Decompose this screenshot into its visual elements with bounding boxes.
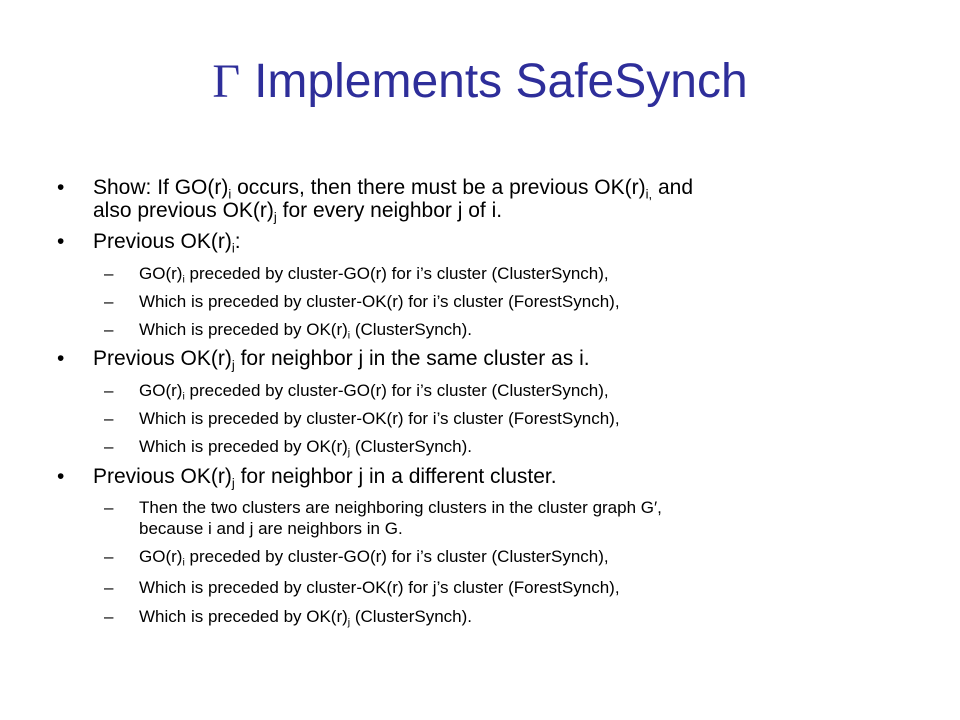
text-run: because i and j are neighbors in G. xyxy=(139,519,403,538)
sub-bullet-text xyxy=(139,436,884,457)
text-run: GO(r) xyxy=(139,547,183,566)
text-run: Which is preceded by OK(r) xyxy=(139,437,348,456)
text-run: for neighbor j in the same cluster as i. xyxy=(234,347,590,370)
subscript: j xyxy=(273,209,277,225)
sub-bullet-text xyxy=(139,546,884,567)
text-run: Previous OK(r) xyxy=(93,347,232,370)
subscript: i xyxy=(347,329,351,342)
title-text: Implements SafeSynch xyxy=(254,55,748,108)
sub-bullet-text xyxy=(139,408,884,429)
sub-bullet-text xyxy=(139,319,884,340)
sub-bullet-text xyxy=(139,380,884,401)
sub-bullet-text xyxy=(139,497,884,539)
text-run: GO(r) xyxy=(139,264,183,283)
subscript: i xyxy=(231,240,235,256)
bullet-marker: • xyxy=(57,176,65,199)
dash-marker: – xyxy=(104,264,114,283)
subscript: i xyxy=(182,273,185,286)
subscript: i xyxy=(182,390,185,403)
sub-bullet-text xyxy=(139,606,884,627)
text-run: Which is preceded by cluster-OK(r) for j’s cluster (ForestSynch), xyxy=(139,578,620,597)
bullet-marker: • xyxy=(57,347,65,370)
text-run: preceded by cluster-GO(r) for i’s cluster (ClusterSynch), xyxy=(184,547,609,566)
text-run: preceded by cluster-GO(r) for i’s cluster (ClusterSynch), xyxy=(184,381,609,400)
sub-bullet-text xyxy=(139,291,884,312)
subscript: i, xyxy=(645,186,653,202)
subscript: j xyxy=(231,357,235,373)
dash-marker: – xyxy=(104,498,114,517)
text-run: Which is preceded by OK(r) xyxy=(139,607,348,626)
text-run: Which is preceded by cluster-OK(r) for i’s cluster (ForestSynch), xyxy=(139,409,620,428)
subscript: i xyxy=(182,556,185,569)
subscript: j xyxy=(231,475,235,491)
bullet-text xyxy=(93,347,893,373)
sub-bullet-text xyxy=(139,577,884,598)
bullet-marker: • xyxy=(57,465,65,488)
dash-marker: – xyxy=(104,437,114,456)
text-run: preceded by cluster-GO(r) for i’s cluster (ClusterSynch), xyxy=(184,264,609,283)
text-run: and xyxy=(652,176,693,199)
dash-marker: – xyxy=(104,409,114,428)
slide-title xyxy=(0,55,960,108)
dash-marker: – xyxy=(104,578,114,597)
text-run: (ClusterSynch). xyxy=(350,320,473,339)
text-run: (ClusterSynch). xyxy=(350,437,473,456)
gamma-symbol: Γ xyxy=(212,55,241,108)
dash-marker: – xyxy=(104,381,114,400)
dash-marker: – xyxy=(104,547,114,566)
bullet-marker: • xyxy=(57,230,65,253)
bullet-text xyxy=(93,230,893,256)
text-run: : xyxy=(234,230,241,253)
subscript: j xyxy=(347,446,351,459)
text-run: Previous OK(r) xyxy=(93,230,232,253)
text-run: Then the two clusters are neighboring clusters in the cluster graph G′, xyxy=(139,498,662,517)
dash-marker: – xyxy=(104,607,114,626)
dash-marker: – xyxy=(104,292,114,311)
text-run: GO(r) xyxy=(139,381,183,400)
text-run: Show: If GO(r) xyxy=(93,176,229,199)
text-run: for neighbor j in a different cluster. xyxy=(234,465,557,488)
text-run: for every neighbor j of i. xyxy=(276,199,503,222)
text-run: Which is preceded by cluster-OK(r) for i’s cluster (ForestSynch), xyxy=(139,292,620,311)
subscript: j xyxy=(347,616,351,629)
text-run: Previous OK(r) xyxy=(93,465,232,488)
text-run: also previous OK(r) xyxy=(93,199,274,222)
text-run: (ClusterSynch). xyxy=(350,607,473,626)
text-run: Which is preceded by OK(r) xyxy=(139,320,348,339)
bullet-text xyxy=(93,176,893,225)
bullet-text xyxy=(93,465,893,491)
sub-bullet-text xyxy=(139,263,884,284)
subscript: i xyxy=(228,186,232,202)
text-run: occurs, then there must be a previous OK(r) xyxy=(231,176,646,199)
dash-marker: – xyxy=(104,320,114,339)
